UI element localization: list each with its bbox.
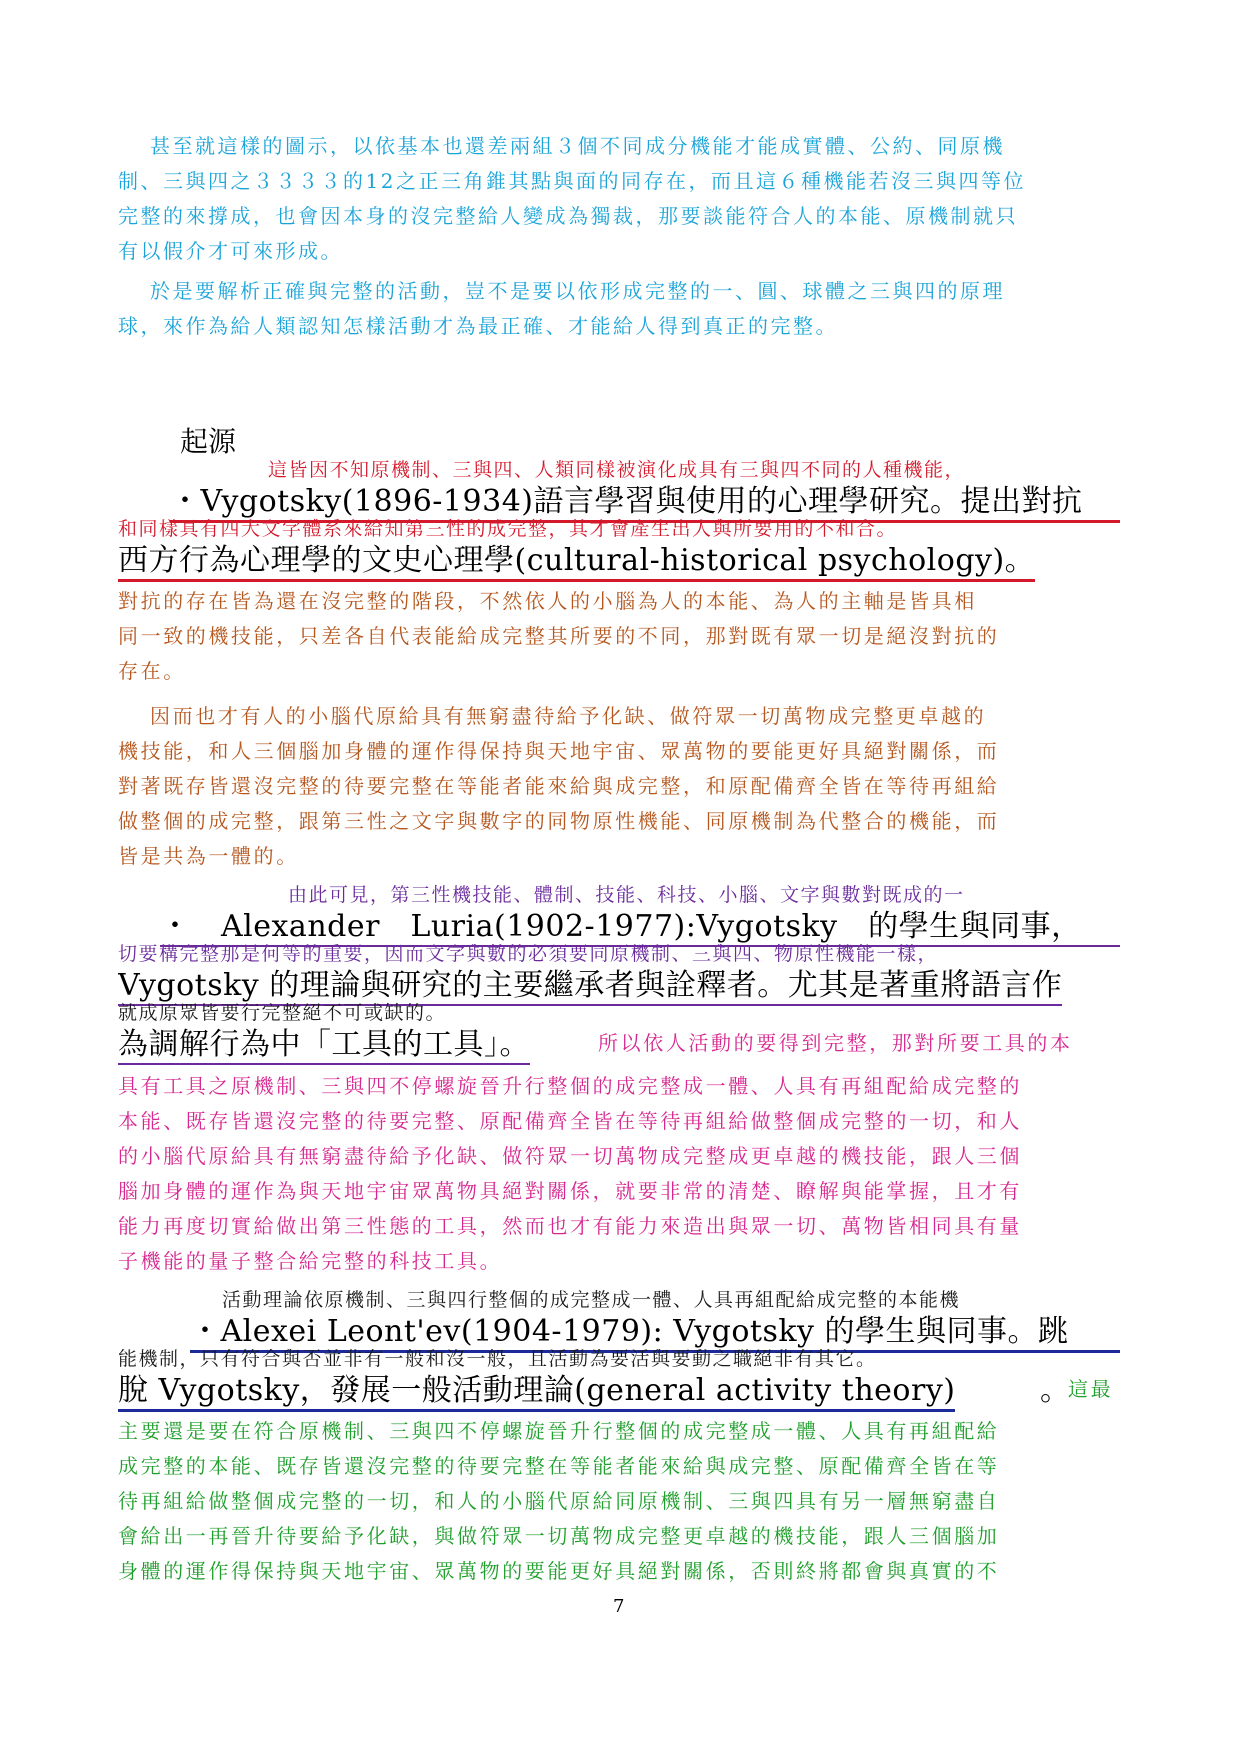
orange-p2-line: 對著既存皆還沒完整的待要完整在等能者能來給與成完整，和原配備齊全皆在等待再組給 <box>118 774 1000 798</box>
magenta-p-line: 能力再度切實給做出第三性態的工具，然而也才有能力來造出與眾一切、萬物皆相同具有量 <box>118 1214 1022 1238</box>
leontev-heading-line-2: 脫 Vygotsky，發展一般活動理論(general activity theory) <box>118 1365 955 1412</box>
luria-heading-line-2: Vygotsky 的理論與研究的主要繼承者與詮釋者。尤其是著重將語言作 <box>118 960 1062 1006</box>
intro-p1-line: 完整的來撐成，也會因本身的沒完整給人變成為獨裁，那要談能符合人的本能、原機制就只 <box>118 204 1018 228</box>
luria-note-1: 由此可見，第三性機技能、體制、技能、科技、小腦、文字與數對既成的一 <box>288 884 965 906</box>
vygotsky-note-1: 這皆因不知原機制、三與四、人類同樣被演化成具有三與四不同的人種機能， <box>268 459 966 481</box>
magenta-p-line: 本能、既存皆還沒完整的待要完整、原配備齊全皆在等待再組給做整個成完整的一切，和人 <box>118 1109 1022 1133</box>
vygotsky-heading-line-2: 西方行為心理學的文史心理學(cultural-historical psychology)。 <box>118 535 1035 582</box>
green-p-line: 主要還是要在符合原機制、三與四不停螺旋晉升行整個的成完整成一體、人具有再組配給 <box>118 1419 1000 1443</box>
vygotsky-heading-line-1: ・Vygotsky(1896-1934)語言學習與使用的心理學研究。提出對抗 <box>170 476 1120 523</box>
intro-p1-line: 甚至就這樣的圖示，以依基本也還差兩組３個不同成分機能才能成實體、公約、同原機 <box>150 134 1005 158</box>
intro-p2-line: 於是要解析正確與完整的活動，豈不是要以依形成完整的一、圓、球體之三與四的原理 <box>150 279 1005 303</box>
leontev-heading-period: 。 <box>1040 1373 1071 1408</box>
vygotsky-note-2: 和同樣具有四大文字體系來給知第三性的成完整，其才會產生出人與所要用的不和合。 <box>118 518 898 540</box>
leontev-note-1: 活動理論依原機制、三與四行整個的成完整成一體、人具再組配給成完整的本能機 <box>222 1289 961 1311</box>
luria-heading-line-3: 為調解行為中「工具的工具」。 <box>118 1019 530 1065</box>
luria-heading-line-1: ・ Alexander Luria(1902-1977):Vygotsky 的學生與同事， <box>160 901 1120 947</box>
magenta-p-line: 腦加身體的運作為與天地宇宙眾萬物具絕對關係，就要非常的清楚、瞭解與能掌握，且才有 <box>118 1179 1022 1203</box>
magenta-p-line: 子機能的量子整合給完整的科技工具。 <box>118 1249 503 1273</box>
magenta-p-line: 具有工具之原機制、三與四不停螺旋晉升行整個的成完整成一體、人具有再組配給成完整的 <box>118 1074 1022 1098</box>
orange-p1-line: 對抗的存在皆為還在沒完整的階段，不然依人的小腦為人的本能、為人的主軸是皆具相 <box>118 589 977 613</box>
green-lead-line: 這最 <box>1068 1377 1114 1401</box>
orange-p2-line: 做整個的成完整，跟第三性之文字與數字的同物原性機能、同原機制為代整合的機能，而 <box>118 809 1000 833</box>
magenta-p-line: 的小腦代原給具有無窮盡待給予化缺、做符眾一切萬物成完整成更卓越的機技能，跟人三個 <box>118 1144 1022 1168</box>
green-p-line: 身體的運作得保持與天地宇宙、眾萬物的要能更好具絕對關係，否則終將都會與真實的不 <box>118 1559 1000 1583</box>
orange-p2-line: 機技能，和人三個腦加身體的運作得保持與天地宇宙、眾萬物的要能更好具絕對關係，而 <box>118 739 1000 763</box>
orange-p2-line: 因而也才有人的小腦代原給具有無窮盡待給予化缺、做符眾一切萬物成完整更卓越的 <box>150 704 987 728</box>
orange-p1-line: 存在。 <box>118 659 186 683</box>
green-p-line: 待再組給做整個成完整的一切，和人的小腦代原給同原機制、三與四具有另一層無窮盡自 <box>118 1489 1000 1513</box>
leontev-heading-line-1: ・Alexei Leont'ev(1904-1979): Vygotsky 的學生與同事。跳 <box>190 1306 1120 1353</box>
green-p-line: 會給出一再晉升待要給予化缺，與做符眾一切萬物成完整更卓越的機技能，跟人三個腦加 <box>118 1524 1000 1548</box>
page-number: 7 <box>613 1596 625 1617</box>
luria-note-3: 就成原眾皆要行完整絕不可或缺的。 <box>118 1002 447 1024</box>
intro-p1-line: 制、三與四之３３３３的12之正三角錐其點與面的同存在，而且這６種機能若沒三與四等位 <box>118 169 1026 193</box>
section-heading: 起源 <box>180 425 237 458</box>
orange-p2-line: 皆是共為一體的。 <box>118 844 299 868</box>
orange-p1-line: 同一致的機技能，只差各自代表能給成完整其所要的不同，那對既有眾一切是絕沒對抗的 <box>118 624 1000 648</box>
magenta-lead-line: 所以依人活動的要得到完整，那對所要工具的本 <box>598 1031 1073 1055</box>
luria-note-2: 切要構完整那是何等的重要，因而文字與數的必須要同原機制、三與四、物原性機能一樣， <box>118 943 939 965</box>
intro-p1-line: 有以假介才可來形成。 <box>118 239 343 263</box>
intro-p2-line: 球，來作為給人類認知怎樣活動才為最正確、才能給人得到真正的完整。 <box>118 314 838 338</box>
green-p-line: 成完整的本能、既存皆還沒完整的待要完整在等能者能來給與成完整、原配備齊全皆在等 <box>118 1454 1000 1478</box>
leontev-note-2: 能機制，只有符合與否並非有一般和沒一般，且活動為要活與要動之職絕非有其它。 <box>118 1348 877 1370</box>
